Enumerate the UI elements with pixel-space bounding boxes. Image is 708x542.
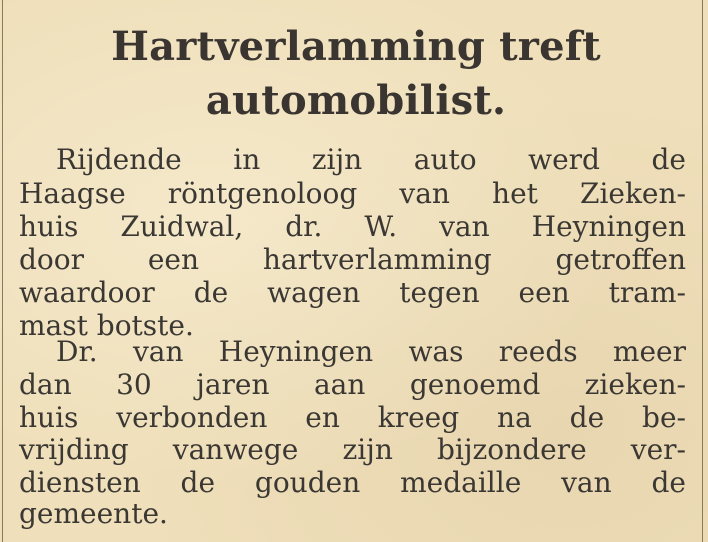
paragraph-2-line: diensten de gouden medaille van de [19, 466, 686, 499]
paragraph-1-line: door een hartverlamming getroffen [19, 243, 686, 276]
paragraph-1-line: mast botste. [19, 309, 194, 342]
headline-line-2: automobilist. [205, 77, 507, 124]
headline-line-1: Hartverlamming treft [111, 23, 601, 70]
paragraph-2-line: vrijding vanwege zijn bijzondere ver- [19, 433, 686, 466]
paragraph-2-line: dan 30 jaren aan genoemd zieken- [19, 368, 686, 401]
paragraph-2-line: gemeente. [19, 497, 168, 530]
paragraph-1-line: Haagse röntgenoloog van het Zieken- [19, 177, 686, 210]
paragraph-2-line: Dr. van Heyningen was reeds meer [56, 335, 686, 368]
paragraph-1-line: huis Zuidwal, dr. W. van Heyningen [19, 210, 686, 243]
paragraph-1-line: waardoor de wagen tegen een tram- [19, 276, 686, 309]
column-rule-right [702, 0, 703, 542]
paragraph-1-line: Rijdende in zijn auto werd de [56, 143, 686, 176]
column-rule-left [2, 0, 3, 542]
paragraph-2-line: huis verbonden en kreeg na de be- [19, 401, 686, 434]
